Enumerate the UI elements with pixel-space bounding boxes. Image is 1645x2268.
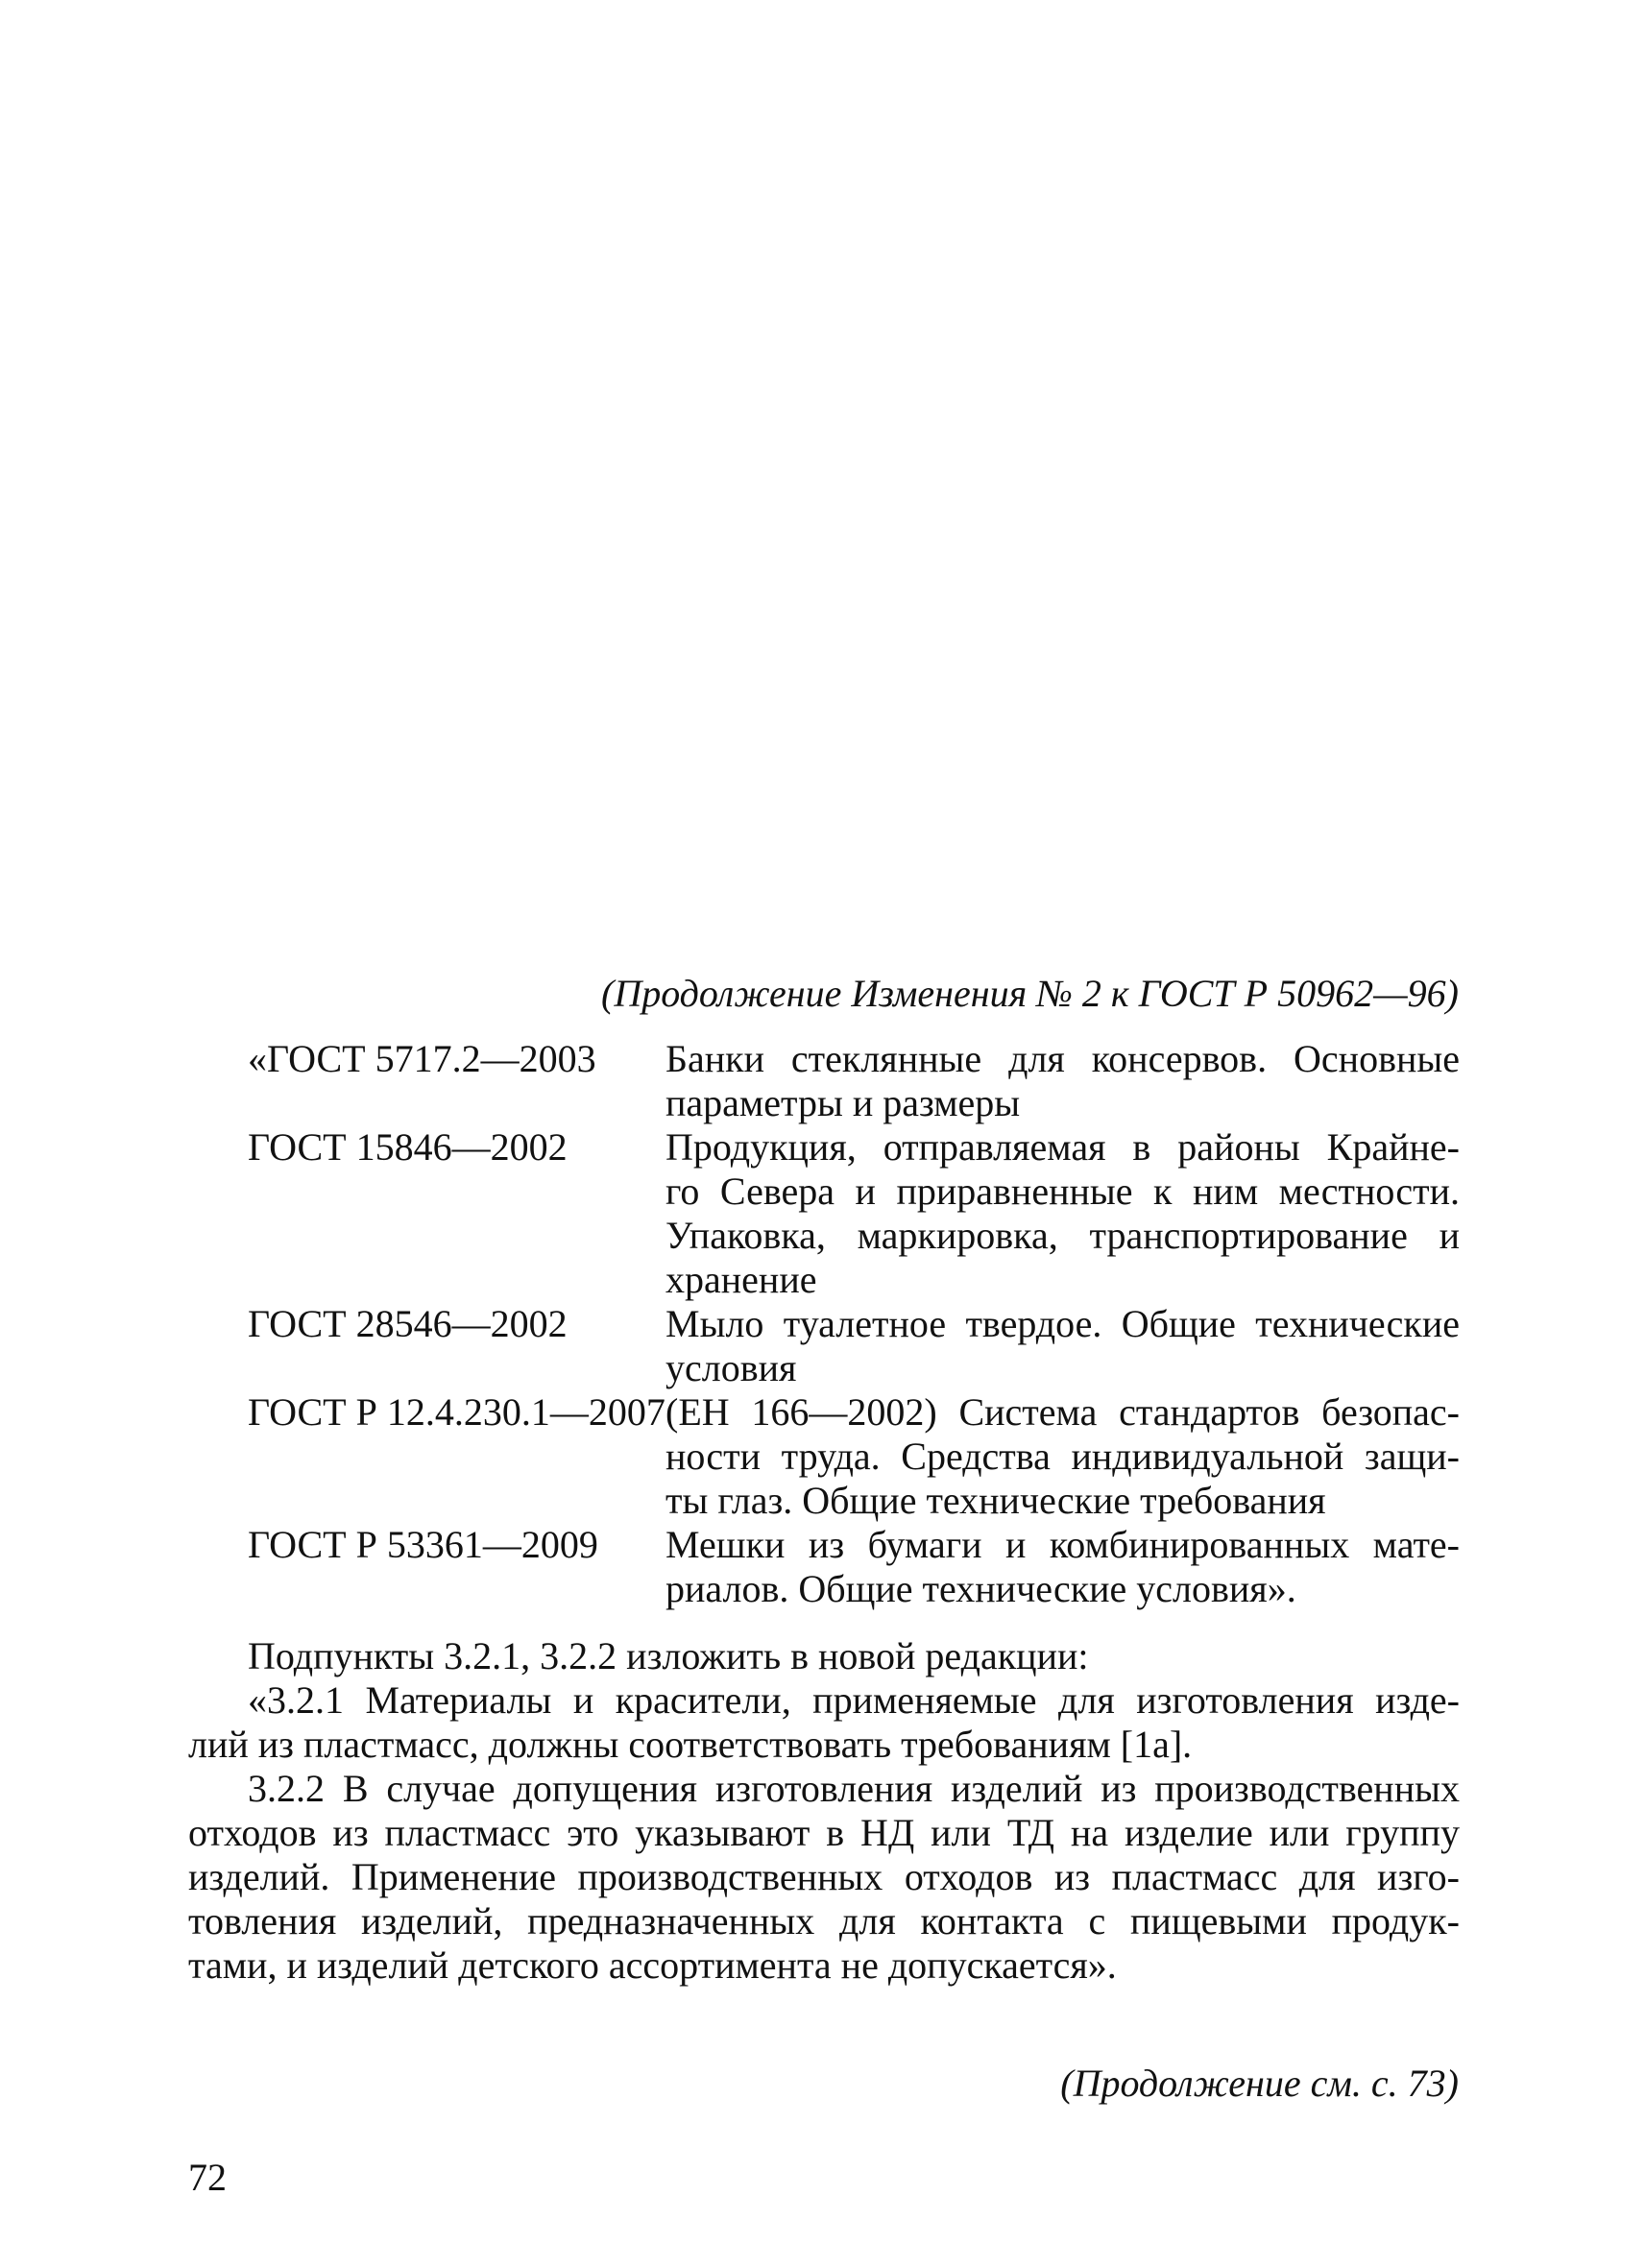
continuation-footer: (Продолжение см. с. 73) <box>1060 2062 1459 2105</box>
reference-code: ГОСТ Р 12.4.230.1—2007 <box>248 1390 665 1434</box>
reference-title-line: го Севера и приравненные к ним местности. <box>665 1170 1460 1213</box>
reference-title <box>665 1125 1460 1302</box>
paragraph-line: Подпункты 3.2.1, 3.2.2 изложить в новой редакции: <box>248 1634 1089 1677</box>
reference-title-line: хранение <box>665 1258 817 1301</box>
paragraph-line: товления изделий, предназначенных для контакта с пищевыми продук- <box>188 1899 1460 1942</box>
reference-code: ГОСТ Р 53361—2009 <box>248 1523 598 1566</box>
reference-code: ГОСТ 28546—2002 <box>248 1302 568 1345</box>
reference-title-line: ности труда. Средства индивидуальной защи- <box>665 1435 1460 1478</box>
paragraph-line: лий из пластмасс, должны соответствовать требованиям [1а]. <box>188 1723 1193 1766</box>
paragraph-line: «3.2.1 Материалы и красители, применяемые для изготовления изде- <box>248 1678 1460 1722</box>
reference-code: «ГОСТ 5717.2—2003 <box>248 1037 596 1080</box>
reference-title-line: Банки стеклянные для консервов. Основные <box>665 1037 1460 1080</box>
reference-title-line: ты глаз. Общие технические требования <box>665 1479 1326 1522</box>
reference-title <box>665 1037 1460 1125</box>
paragraph-line: 3.2.2 В случае допущения изготовления изделий из производственных <box>248 1767 1460 1810</box>
reference-row <box>248 1390 1460 1523</box>
reference-title-line: риалов. Общие технические условия». <box>665 1567 1296 1610</box>
reference-title <box>665 1302 1460 1390</box>
reference-code: ГОСТ 15846—2002 <box>248 1125 568 1169</box>
paragraph <box>188 1678 1460 1767</box>
reference-row <box>248 1523 1460 1611</box>
reference-row <box>248 1037 1460 1125</box>
reference-title-line: параметры и размеры <box>665 1081 1021 1124</box>
reference-title-line: Продукция, отправляемая в районы Крайне- <box>665 1125 1460 1169</box>
reference-title-line: Мешки из бумаги и комбинированных мате- <box>665 1523 1460 1566</box>
reference-title-line: Упаковка, маркировка, транспортирование и <box>665 1214 1460 1257</box>
reference-title <box>665 1390 1460 1523</box>
reference-row <box>248 1125 1460 1302</box>
page-number: 72 <box>188 2156 227 2199</box>
reference-row <box>248 1302 1460 1390</box>
continuation-header: (Продолжение Изменения № 2 к ГОСТ Р 50962—96) <box>601 972 1459 1015</box>
reference-title <box>665 1523 1460 1611</box>
paragraph <box>188 1634 1460 1678</box>
body-text <box>188 1634 1460 1988</box>
reference-title-line: Мыло туалетное твердое. Общие технические <box>665 1302 1460 1345</box>
paragraph-line: тами, и изделий детского ассортимента не допускается». <box>188 1943 1117 1987</box>
paragraph <box>188 1767 1460 1988</box>
paragraph-line: отходов из пластмасс это указывают в НД или ТД на изделие или группу <box>188 1811 1460 1854</box>
references-list <box>248 1037 1460 1611</box>
reference-title-line: условия <box>665 1346 797 1389</box>
paragraph-line: изделий. Применение производственных отходов из пластмасс для изго- <box>188 1855 1460 1898</box>
reference-title-line: (ЕН 166—2002) Система стандартов безопас- <box>665 1390 1460 1434</box>
